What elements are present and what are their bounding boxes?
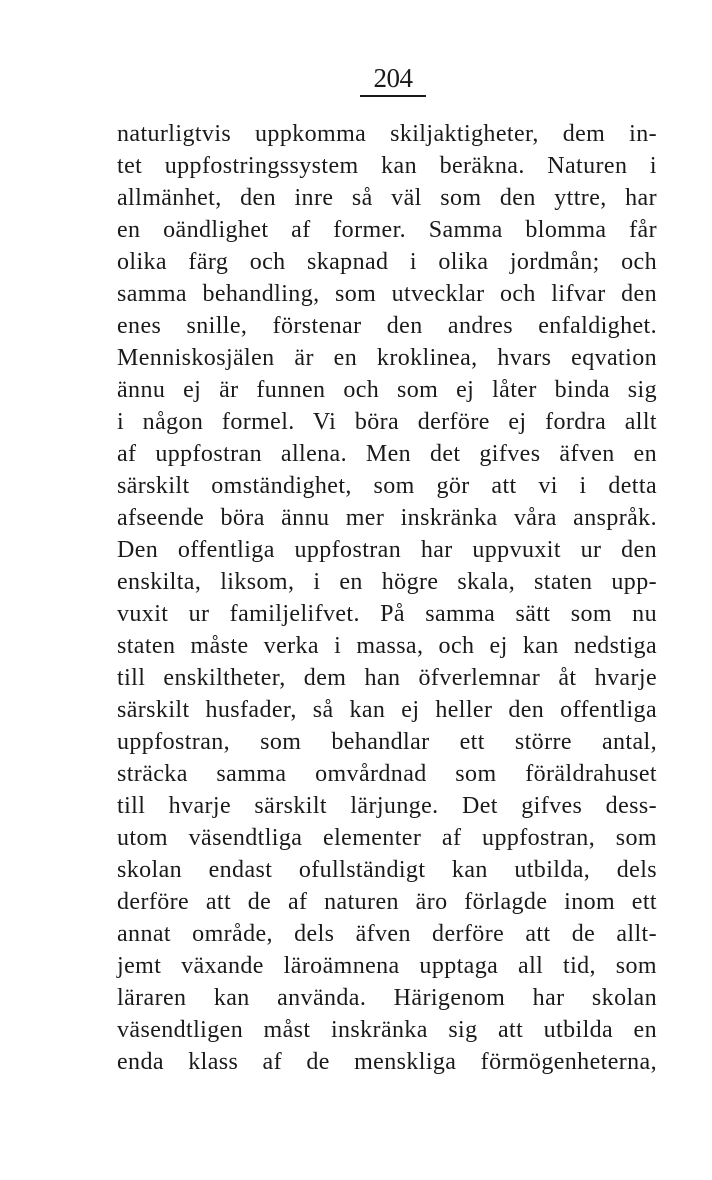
text-line: till enskiltheter, dem han öfverlemnar åt hvarje: [117, 665, 657, 691]
text-line: enskilta, liksom, i en högre skala, staten upp-: [117, 569, 657, 595]
text-line: Menniskosjälen är en kroklinea, hvars eqvation: [117, 345, 657, 371]
text-line: enes snille, förstenar den andres enfaldighet.: [117, 313, 657, 339]
text-line: naturligtvis uppkomma skiljaktigheter, dem in-: [117, 121, 657, 147]
text-line: läraren kan använda. Härigenom har skolan: [117, 985, 657, 1011]
text-line: enda klass af de menskliga förmögenheterna,: [117, 1049, 657, 1075]
page-number: 204: [360, 64, 426, 97]
text-line: Den offentliga uppfostran har uppvuxit ur den: [117, 537, 657, 563]
text-line: derföre att de af naturen äro förlagde inom ett: [117, 889, 657, 915]
text-line: sträcka samma omvårdnad som föräldrahuset: [117, 761, 657, 787]
text-line: i någon formel. Vi böra derföre ej fordra allt: [117, 409, 657, 435]
text-line: uppfostran, som behandlar ett större antal,: [117, 729, 657, 755]
text-line: af uppfostran allena. Men det gifves äfven en: [117, 441, 657, 467]
text-line: staten måste verka i massa, och ej kan nedstiga: [117, 633, 657, 659]
text-line: särskilt husfader, så kan ej heller den offentliga: [117, 697, 657, 723]
text-line: väsendtligen måst inskränka sig att utbilda en: [117, 1017, 657, 1043]
text-line: vuxit ur familjelifvet. På samma sätt som nu: [117, 601, 657, 627]
text-line: samma behandling, som utvecklar och lifvar den: [117, 281, 657, 307]
text-line: afseende böra ännu mer inskränka våra anspråk.: [117, 505, 657, 531]
text-line: annat område, dels äfven derföre att de allt-: [117, 921, 657, 947]
text-line: ännu ej är funnen och som ej låter binda sig: [117, 377, 657, 403]
text-line: skolan endast ofullständigt kan utbilda, dels: [117, 857, 657, 883]
text-line: till hvarje särskilt lärjunge. Det gifves dess-: [117, 793, 657, 819]
text-line: en oändlighet af former. Samma blomma får: [117, 217, 657, 243]
body-text: [117, 118, 657, 1078]
text-line: allmänhet, den inre så väl som den yttre, har: [117, 185, 657, 211]
text-line: jemt växande läroämnena upptaga all tid, som: [117, 953, 657, 979]
text-line: särskilt omständighet, som gör att vi i detta: [117, 473, 657, 499]
text-line: olika färg och skapnad i olika jordmån; och: [117, 249, 657, 275]
text-line: tet uppfostringssystem kan beräkna. Naturen i: [117, 153, 657, 179]
text-line: utom väsendtliga elementer af uppfostran, som: [117, 825, 657, 851]
